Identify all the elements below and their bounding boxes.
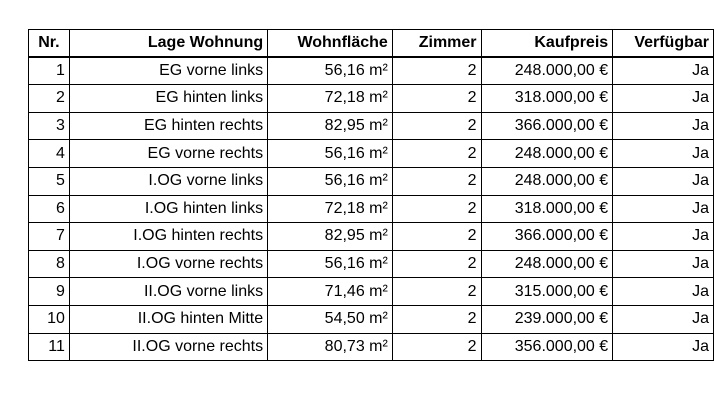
cell-nr: 9 — [29, 278, 70, 306]
cell-kaufpreis: 318.000,00 € — [481, 85, 613, 113]
apartment-table — [28, 29, 714, 361]
cell-kaufpreis: 248.000,00 € — [481, 167, 613, 195]
cell-zimmer: 2 — [392, 250, 481, 278]
cell-zimmer: 2 — [392, 333, 481, 361]
cell-zimmer: 2 — [392, 278, 481, 306]
cell-nr: 5 — [29, 167, 70, 195]
cell-nr: 4 — [29, 140, 70, 168]
cell-wohnflaeche: 56,16 m² — [268, 250, 393, 278]
cell-verfuegbar: Ja — [613, 57, 714, 85]
cell-kaufpreis: 248.000,00 € — [481, 250, 613, 278]
cell-lage: I.OG vorne links — [69, 167, 267, 195]
table-row — [29, 250, 714, 278]
cell-lage: EG vorne rechts — [69, 140, 267, 168]
cell-kaufpreis: 315.000,00 € — [481, 278, 613, 306]
table-row — [29, 85, 714, 113]
cell-wohnflaeche: 72,18 m² — [268, 195, 393, 223]
cell-kaufpreis: 318.000,00 € — [481, 195, 613, 223]
cell-lage: II.OG vorne links — [69, 278, 267, 306]
cell-zimmer: 2 — [392, 112, 481, 140]
header-lage: Lage Wohnung — [69, 30, 267, 58]
cell-verfuegbar: Ja — [613, 333, 714, 361]
cell-kaufpreis: 356.000,00 € — [481, 333, 613, 361]
cell-kaufpreis: 239.000,00 € — [481, 305, 613, 333]
cell-nr: 6 — [29, 195, 70, 223]
table-body — [29, 57, 714, 361]
cell-lage: I.OG vorne rechts — [69, 250, 267, 278]
cell-nr: 10 — [29, 305, 70, 333]
cell-zimmer: 2 — [392, 167, 481, 195]
cell-kaufpreis: 366.000,00 € — [481, 223, 613, 251]
cell-verfuegbar: Ja — [613, 223, 714, 251]
header-nr: Nr. — [29, 30, 70, 58]
table-row — [29, 305, 714, 333]
header-row — [29, 30, 714, 58]
header-zimmer: Zimmer — [392, 30, 481, 58]
table-row — [29, 167, 714, 195]
cell-zimmer: 2 — [392, 195, 481, 223]
cell-wohnflaeche: 72,18 m² — [268, 85, 393, 113]
table-row — [29, 333, 714, 361]
table-row — [29, 140, 714, 168]
cell-lage: EG hinten links — [69, 85, 267, 113]
cell-lage: I.OG hinten links — [69, 195, 267, 223]
cell-lage: EG hinten rechts — [69, 112, 267, 140]
cell-wohnflaeche: 54,50 m² — [268, 305, 393, 333]
cell-nr: 7 — [29, 223, 70, 251]
cell-wohnflaeche: 71,46 m² — [268, 278, 393, 306]
table-row — [29, 57, 714, 85]
cell-kaufpreis: 248.000,00 € — [481, 140, 613, 168]
table-row — [29, 223, 714, 251]
cell-lage: EG vorne links — [69, 57, 267, 85]
table-row — [29, 278, 714, 306]
cell-wohnflaeche: 80,73 m² — [268, 333, 393, 361]
cell-wohnflaeche: 56,16 m² — [268, 57, 393, 85]
cell-zimmer: 2 — [392, 223, 481, 251]
cell-zimmer: 2 — [392, 85, 481, 113]
cell-verfuegbar: Ja — [613, 85, 714, 113]
cell-zimmer: 2 — [392, 57, 481, 85]
cell-nr: 11 — [29, 333, 70, 361]
cell-nr: 1 — [29, 57, 70, 85]
cell-wohnflaeche: 56,16 m² — [268, 140, 393, 168]
header-wohnflaeche: Wohnfläche — [268, 30, 393, 58]
cell-wohnflaeche: 56,16 m² — [268, 167, 393, 195]
cell-wohnflaeche: 82,95 m² — [268, 223, 393, 251]
cell-zimmer: 2 — [392, 305, 481, 333]
cell-verfuegbar: Ja — [613, 278, 714, 306]
cell-verfuegbar: Ja — [613, 140, 714, 168]
cell-lage: II.OG hinten Mitte — [69, 305, 267, 333]
cell-verfuegbar: Ja — [613, 167, 714, 195]
cell-verfuegbar: Ja — [613, 112, 714, 140]
cell-zimmer: 2 — [392, 140, 481, 168]
cell-verfuegbar: Ja — [613, 250, 714, 278]
cell-wohnflaeche: 82,95 m² — [268, 112, 393, 140]
cell-nr: 8 — [29, 250, 70, 278]
header-kaufpreis: Kaufpreis — [481, 30, 613, 58]
table-row — [29, 112, 714, 140]
cell-lage: I.OG hinten rechts — [69, 223, 267, 251]
table-row — [29, 195, 714, 223]
header-verfuegbar: Verfügbar — [613, 30, 714, 58]
cell-lage: II.OG vorne rechts — [69, 333, 267, 361]
cell-verfuegbar: Ja — [613, 305, 714, 333]
cell-kaufpreis: 248.000,00 € — [481, 57, 613, 85]
cell-kaufpreis: 366.000,00 € — [481, 112, 613, 140]
cell-nr: 2 — [29, 85, 70, 113]
cell-nr: 3 — [29, 112, 70, 140]
cell-verfuegbar: Ja — [613, 195, 714, 223]
